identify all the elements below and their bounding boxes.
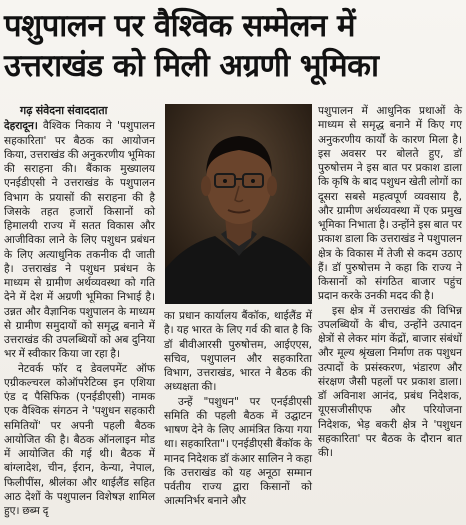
dateline: देहरादून। xyxy=(4,120,38,133)
headline-line-2: उत्तराखंड को मिली अग्रणी भूमिका xyxy=(4,48,379,84)
article-column-1 xyxy=(4,104,155,518)
article-column-3 xyxy=(318,104,462,460)
col2-paragraph-1: का प्रधान कार्यालय बैंकॉक, थाईलैंड में है। यह भारत के लिए गर्व की बात है कि डॉ बीवीआरसी पुरुषोत्तम, आईएएस, सचिव, पशुपालन और सहकारिता विभाग, उत्तराखंड, भारत ने बैठक की अध्यक्षता की। xyxy=(164,310,312,394)
col3-paragraph-1: पशुपालन में आधुनिक प्रथाओं के माध्यम से समृद्ध बनाने में किए गए अनुकरणीय कार्यों के कारण मिला है। इस अवसर पर बोलते हुए, डॉ पुरुषोत्तम ने इस बात पर प्रकाश डाला कि कृषि के बाद पशुधन खेती लोगों का दूसरा सबसे महत्वपूर्ण व्यवसाय है, और ग्रामीण अर्थव्यवस्था में एक प्रमुख भूमिका निभाता है। उन्होंने इस बात पर प्रकाश डाला कि उत्तराखंड ने पशुपालन क्षेत्र के विकास में तेजी से कदम उठाए हैं। डॉ पुरुषोत्तम ने कहा कि राज्य ने किसानों को संगठित बाजार पहुंच प्रदान करके उनकी मदद की है। xyxy=(318,105,462,303)
article-column-2 xyxy=(164,309,312,509)
lead-paragraph xyxy=(4,119,155,361)
lead-text: वैश्विक निकाय ने 'पशुपालन सहकारिता' पर बैठक का आयोजन किया, उत्तराखंड की अनुकरणीय भूमिका की सराहना की। बैंकाक मुख्यालय एनईडीएसी ने उत्तराखंड के पशुपालन विभाग के प्रयासों की सराहना की है जिसके तहत हजारों किसानों को हिमालयी राज्य में सतत विकास और आजीविका लाने के लिए पशुधन प्रबंधन के लिए अत्याधुनिक तकनीक दी जाती है। उत्तराखंड ने पशुधन प्रबंधन के माध्यम से ग्रामीण अर्थव्यवस्था को गति देने में देश में अग्रणी भूमिका निभाई है। उन्नत और वैज्ञानिक पशुपालन के माध्यम से ग्रामीण समुदायों को समृद्ध बनाने में उत्तराखंड की उपलब्धियों को अब दुनिया भर में स्वीकार किया जा रहा है। xyxy=(4,120,155,361)
headline-line-1: पशुपालन पर वैश्विक सम्मेलन में xyxy=(4,8,356,44)
paragraph-2: नेटवर्क फॉर द डेवलपमेंट ऑफ एग्रीकल्चरल कोऑपरेटिव्स इन एशिया एंड द पैसिफिक (एनईडीएसी) नामक एक वैश्विक संगठन ने 'पशुधन सहकारी समितियों' पर अपनी पहली बैठक आयोजित की है। बैठक ऑनलाइन मोड में आयोजित की गई थी। बैठक में बांग्लादेश, चीन, ईरान, केन्या, नेपाल, फिलीपींस, श्रीलंका और थाईलैंड सहित आठ देशों के पशुपालन विशेषज्ञ शामिल हुए। छब्म दृ xyxy=(4,362,155,517)
col2-paragraph-2: उन्हें "पशुधन" पर एनईडीएसी समिति की पहली बैठक में उद्घाटन भाषण देने के लिए आमंत्रित किया गया था। सहकारिता"। एनईडीएसी बैंकॉक के मानद निदेशक डॉ कंआर सालिन ने कहा कि उत्तराखंड को यह अनूठा सम्मान पर्वतीय राज्य द्वारा किसानों को आत्मनिर्भर बनाने और xyxy=(164,395,312,508)
col3-paragraph-2: इस क्षेत्र में उत्तराखंड की विभिन्न उपलब्धियों के बीच, उन्होंने उत्पादन क्षेत्रों से लेकर मांग केंद्रों, बाजार संबंधों और मूल्य श्रृंखला निर्माण तक पशुधन उत्पादों के प्रसंस्करण, भंडारण और संरक्षण जैसी पहलों पर प्रकाश डाला। डॉ अविनाश आनंद, प्रबंध निदेशक, यूएसजीसीएफ और परियोजना निदेशक, भेड़ बकरी क्षेत्र ने 'पशुधन सहकारिता' पर बैठक के दौरान बात की। xyxy=(318,304,462,459)
portrait-photo-icon xyxy=(165,104,312,304)
byline: गढ़ संवेदना संवाददाता xyxy=(20,104,108,117)
headline xyxy=(4,6,464,86)
